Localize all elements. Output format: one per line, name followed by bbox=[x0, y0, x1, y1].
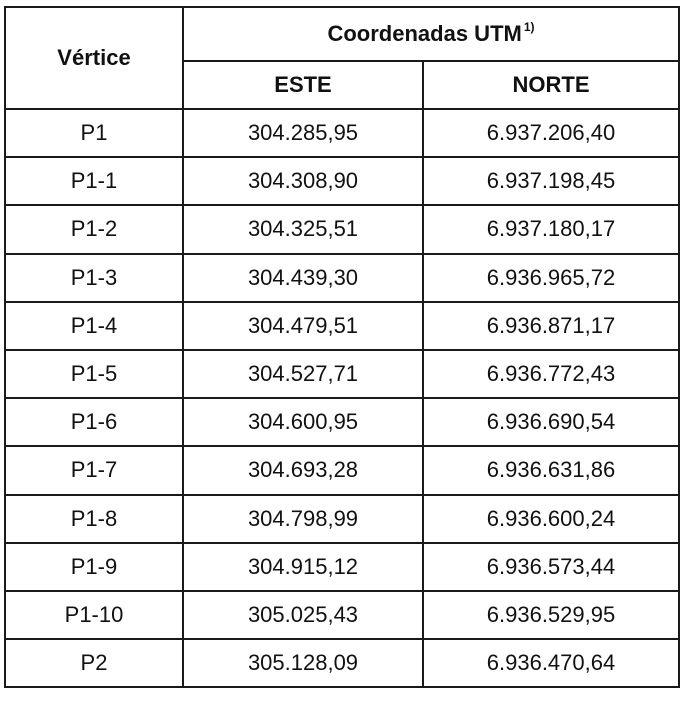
north-cell-value: 6.936.529,95 bbox=[486, 601, 616, 627]
east-cell-value: 304.600,95 bbox=[247, 409, 359, 435]
east-cell bbox=[183, 398, 423, 446]
north-cell-value: 6.936.470,64 bbox=[486, 650, 616, 676]
vertex-column-header-label: Vértice bbox=[57, 45, 131, 70]
north-cell bbox=[423, 495, 679, 543]
east-column-header bbox=[183, 61, 423, 109]
east-cell bbox=[183, 302, 423, 350]
vertex-cell bbox=[5, 254, 183, 302]
table-row bbox=[5, 157, 679, 205]
north-cell bbox=[423, 639, 679, 687]
utm-group-header bbox=[183, 7, 679, 61]
table-row bbox=[5, 398, 679, 446]
vertex-cell-value: P1-4 bbox=[70, 312, 118, 338]
east-cell bbox=[183, 446, 423, 494]
east-cell-value: 304.479,51 bbox=[247, 312, 359, 338]
east-cell bbox=[183, 591, 423, 639]
vertex-cell bbox=[5, 591, 183, 639]
table-row bbox=[5, 109, 679, 157]
table-row bbox=[5, 639, 679, 687]
east-cell bbox=[183, 157, 423, 205]
vertex-cell bbox=[5, 639, 183, 687]
north-cell bbox=[423, 302, 679, 350]
east-cell-value: 305.025,43 bbox=[247, 601, 359, 627]
north-cell-value: 6.937.180,17 bbox=[486, 216, 616, 242]
vertex-cell-value: P1-3 bbox=[70, 264, 118, 290]
vertex-cell-value: P1-8 bbox=[70, 505, 118, 531]
vertex-cell bbox=[5, 495, 183, 543]
east-cell-value: 304.798,99 bbox=[247, 505, 359, 531]
north-cell bbox=[423, 350, 679, 398]
table-row bbox=[5, 254, 679, 302]
vertex-cell bbox=[5, 398, 183, 446]
north-cell-value: 6.936.871,17 bbox=[486, 312, 616, 338]
north-cell-value: 6.937.206,40 bbox=[486, 120, 616, 146]
east-cell bbox=[183, 109, 423, 157]
north-cell-value: 6.936.690,54 bbox=[486, 409, 616, 435]
east-cell-value: 304.527,71 bbox=[247, 361, 359, 387]
north-cell bbox=[423, 591, 679, 639]
north-cell bbox=[423, 398, 679, 446]
east-cell-value: 304.915,12 bbox=[247, 553, 359, 579]
vertex-cell-value: P1 bbox=[80, 120, 108, 146]
north-column-header bbox=[423, 61, 679, 109]
vertex-cell-value: P1-6 bbox=[70, 409, 118, 435]
header-row-top bbox=[5, 7, 679, 61]
north-cell bbox=[423, 446, 679, 494]
east-cell bbox=[183, 639, 423, 687]
utm-group-header-label: Coordenadas UTM bbox=[327, 21, 522, 46]
east-cell-value: 304.439,30 bbox=[247, 264, 359, 290]
table-row bbox=[5, 302, 679, 350]
utm-coordinates-table bbox=[4, 6, 680, 688]
vertex-cell-value: P1-1 bbox=[70, 168, 118, 194]
table-header bbox=[5, 7, 679, 109]
east-cell bbox=[183, 543, 423, 591]
east-cell bbox=[183, 254, 423, 302]
vertex-cell bbox=[5, 446, 183, 494]
north-column-header-label: NORTE bbox=[512, 72, 590, 97]
vertex-cell-value: P1-7 bbox=[70, 457, 118, 483]
north-cell bbox=[423, 157, 679, 205]
vertex-cell bbox=[5, 543, 183, 591]
table-row bbox=[5, 446, 679, 494]
east-cell-value: 304.325,51 bbox=[247, 216, 359, 242]
north-cell bbox=[423, 109, 679, 157]
vertex-cell-value: P1-5 bbox=[70, 361, 118, 387]
east-cell-value: 304.693,28 bbox=[247, 457, 359, 483]
table-row bbox=[5, 205, 679, 253]
east-cell bbox=[183, 205, 423, 253]
east-column-header-label: ESTE bbox=[274, 72, 332, 97]
vertex-cell-value: P2 bbox=[80, 650, 108, 676]
east-cell-value: 304.285,95 bbox=[247, 120, 359, 146]
vertex-cell-value: P1-2 bbox=[70, 216, 118, 242]
vertex-cell bbox=[5, 109, 183, 157]
east-cell bbox=[183, 495, 423, 543]
table-body bbox=[5, 109, 679, 687]
vertex-cell bbox=[5, 302, 183, 350]
vertex-column-header bbox=[5, 7, 183, 109]
north-cell-value: 6.936.965,72 bbox=[486, 264, 616, 290]
north-cell-value: 6.936.631,86 bbox=[486, 457, 616, 483]
vertex-cell-value: P1-9 bbox=[70, 553, 118, 579]
coordinates-table-container bbox=[4, 6, 692, 710]
table-row bbox=[5, 591, 679, 639]
utm-footnote-marker: 1) bbox=[523, 19, 535, 34]
north-cell-value: 6.936.600,24 bbox=[486, 505, 616, 531]
north-cell bbox=[423, 543, 679, 591]
east-cell bbox=[183, 350, 423, 398]
north-cell bbox=[423, 254, 679, 302]
north-cell-value: 6.936.573,44 bbox=[486, 553, 616, 579]
vertex-cell-value: P1-10 bbox=[64, 601, 124, 627]
east-cell-value: 305.128,09 bbox=[247, 650, 359, 676]
north-cell-value: 6.937.198,45 bbox=[486, 168, 616, 194]
vertex-cell bbox=[5, 157, 183, 205]
table-row bbox=[5, 350, 679, 398]
east-cell-value: 304.308,90 bbox=[247, 168, 359, 194]
north-cell bbox=[423, 205, 679, 253]
vertex-cell bbox=[5, 205, 183, 253]
north-cell-value: 6.936.772,43 bbox=[486, 361, 616, 387]
table-row bbox=[5, 543, 679, 591]
table-row bbox=[5, 495, 679, 543]
vertex-cell bbox=[5, 350, 183, 398]
